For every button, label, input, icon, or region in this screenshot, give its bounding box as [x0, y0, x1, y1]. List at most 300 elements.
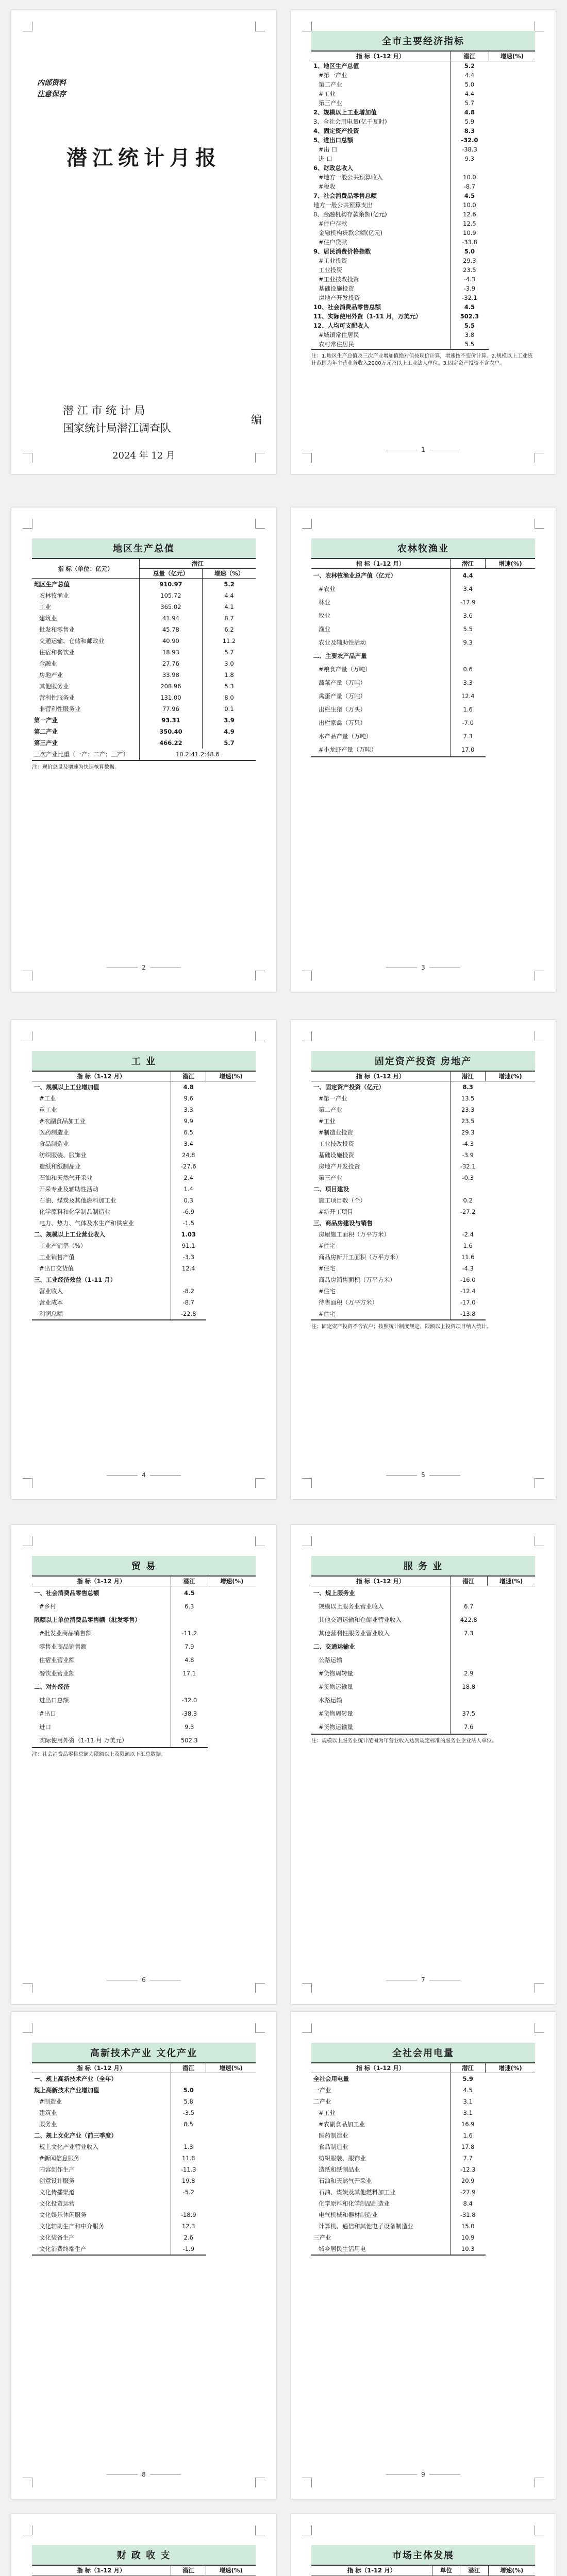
growth-cell: 0.3: [171, 1195, 206, 1206]
row-label: #住宅: [319, 1287, 336, 1295]
table-row: [32, 1626, 256, 1640]
table-row: [311, 80, 535, 89]
table-row: [311, 636, 535, 649]
row-label: 文化装备生产: [39, 2234, 75, 2241]
row-label: 造纸和纸制品业: [319, 2166, 360, 2173]
table-row: [32, 2073, 256, 2085]
table-row: [32, 1600, 256, 1613]
row-label: 一、社会消费品零售总额: [34, 1589, 99, 1597]
table-row: [311, 2107, 535, 2119]
row-label: 电气机械和器材制造业: [319, 2211, 378, 2218]
section-title: 地区生产总值: [32, 538, 256, 558]
growth-cell: 13.5: [450, 1093, 486, 1104]
amount-cell: 45.78: [139, 624, 202, 635]
page-number: [11, 1471, 276, 1479]
growth-cell: -3.9: [450, 284, 489, 293]
growth-cell: -8.2: [171, 1285, 206, 1297]
table-note: 注：社会消费品零售总额为限额以上及限额以下汇总数据。: [32, 1752, 166, 1757]
table-row: [311, 228, 535, 238]
table-row: [311, 743, 535, 757]
row-label: 基础设施投资: [319, 285, 354, 292]
table-row: [32, 737, 256, 749]
table-row: [32, 2198, 256, 2209]
row-label: 禽蛋产量（万吨）: [319, 692, 366, 700]
amount-cell: 910.97: [139, 579, 202, 590]
growth-cell: 8.0: [203, 692, 256, 703]
row-label: 一、规上高新技术产业（全年）: [34, 2075, 117, 2082]
growth-cell: [450, 1693, 487, 1707]
table-row: [311, 1693, 535, 1707]
row-label: 出栏生猪（万头）: [319, 706, 366, 713]
row-label: 二产业: [313, 2098, 331, 2105]
growth-cell: 3.4: [171, 1138, 206, 1149]
cover-page: [11, 10, 276, 474]
row-label: 一、规模以上工业增加值: [34, 1083, 99, 1091]
row-label: 三、商品房建设与销售: [313, 1219, 373, 1227]
section-title: 高新技术产业 文化产业: [32, 2043, 256, 2062]
data-table: [311, 50, 535, 350]
table-row: [32, 1229, 256, 1240]
growth-cell: 4.8: [450, 108, 489, 117]
growth-cell: 12.6: [450, 210, 489, 219]
column-header: 指 标（1-12 月）: [311, 51, 450, 61]
page-agriculture: [291, 507, 556, 992]
growth-cell: 502.3: [171, 1734, 208, 1748]
growth-cell: 20.9: [450, 2175, 486, 2187]
table-row: [32, 2243, 256, 2255]
table-row: [32, 2141, 256, 2153]
amount-cell: 40.90: [139, 635, 202, 647]
growth-cell: 5.7: [203, 737, 256, 749]
table-row: [311, 1720, 535, 1734]
growth-cell: -32.1: [450, 1161, 486, 1172]
row-label: 牧业: [319, 612, 330, 619]
growth-cell: 10.9: [450, 2232, 486, 2243]
growth-cell: 3.8: [450, 330, 489, 340]
table-row: [32, 1680, 256, 1693]
row-label: 服务业: [39, 2121, 57, 2128]
amount-cell: 350.40: [139, 726, 202, 737]
growth-cell: 5.2: [450, 61, 489, 71]
row-label: 石油和天然气开采业: [39, 1174, 93, 1181]
row-label: #工业投资: [319, 257, 347, 264]
table-row: [32, 2119, 256, 2130]
table-row: [32, 2153, 256, 2164]
row-label: 规上文化产业营业收入: [39, 2143, 98, 2150]
table-row: [311, 108, 535, 117]
row-label: 其他营利性服务业营业收入: [319, 1630, 390, 1637]
row-label: #货物运输量: [319, 1683, 354, 1690]
row-label: 二、项目建设: [313, 1185, 349, 1193]
growth-cell: 23.3: [450, 1104, 486, 1115]
growth-cell: 5.2: [203, 579, 256, 590]
growth-cell: 4.4: [203, 590, 256, 601]
row-label: 化学原料和化学制品制造业: [319, 2200, 390, 2207]
table-row: [32, 2130, 256, 2141]
growth-cell: 17.8: [450, 2141, 486, 2153]
header-row: [32, 1071, 256, 1081]
growth-cell: 8.7: [203, 613, 256, 624]
header-row: [311, 1071, 535, 1081]
table-row: [32, 692, 256, 703]
table-note: 注：固定资产投资不含农户；按照统计制度规定，限额以上投资项目纳入统计。: [311, 1324, 492, 1330]
growth-cell: -2.4: [450, 1229, 486, 1240]
cover-organization: 潜 江 市 统 计 局 国家统计局潜江调查队 编: [63, 404, 262, 434]
table-row: [311, 1081, 535, 1093]
row-label: #制造业: [39, 2098, 62, 2105]
row-label: 文化投资运营: [39, 2200, 75, 2207]
growth-cell: 4.4: [450, 89, 489, 98]
table-row: [32, 1274, 256, 1285]
growth-cell: -33.8: [450, 238, 489, 247]
table-row: [311, 1613, 535, 1626]
column-header: 增速(%): [486, 558, 535, 569]
column-header: 增速(%): [206, 2063, 256, 2073]
table-row: [311, 2119, 535, 2130]
table-row: [311, 1707, 535, 1720]
table-row: [311, 2187, 535, 2198]
growth-cell: 12.4: [450, 689, 486, 703]
growth-cell: 4.9: [203, 726, 256, 737]
growth-cell: -3.3: [171, 1251, 206, 1263]
table-row: [311, 622, 535, 636]
growth-cell: 4.5: [450, 302, 489, 312]
growth-cell: 10.0: [450, 200, 489, 210]
table-row: [32, 1149, 256, 1161]
row-label: 内容创作生产: [39, 2166, 75, 2173]
table-row: [311, 1586, 535, 1600]
table-row: [311, 117, 535, 126]
row-label: 文化娱乐休闲服务: [39, 2211, 87, 2218]
row-label: 三、工业经济效益（1-11 月）: [34, 1276, 116, 1283]
table-row: [311, 330, 535, 340]
growth-cell: [450, 1586, 487, 1600]
growth-cell: 2.6: [171, 2232, 206, 2243]
table-row: [311, 265, 535, 275]
row-label: 文化消费终端生产: [32, 2243, 171, 2255]
page-hitech: [11, 2012, 276, 2499]
table-row: [32, 1653, 256, 1667]
growth-cell: -7.0: [450, 716, 486, 730]
row-label: #住户存款: [319, 220, 347, 227]
growth-cell: 12.4: [171, 1263, 206, 1274]
table-row: [311, 1195, 535, 1206]
growth-cell: -1.5: [171, 1217, 206, 1229]
row-label: #地方一般公共预算收入: [319, 174, 383, 181]
row-label: 施工项目数（个）: [319, 1197, 366, 1204]
growth-cell: 6.5: [171, 1127, 206, 1138]
row-label: 二、交通运输业: [313, 1643, 355, 1650]
table-row: [311, 98, 535, 108]
row-label: 二、规模以上工业营业收入: [34, 1231, 105, 1238]
row-label: 规模以上服务业营业收入: [319, 1603, 384, 1610]
growth-cell: 7.3: [450, 1626, 487, 1640]
row-label: 其他服务业: [39, 683, 69, 690]
row-label: 医药制造业: [39, 1129, 69, 1136]
growth-cell: 3.9: [203, 715, 256, 726]
growth-cell: 0.6: [450, 663, 486, 676]
growth-cell: 8.3: [450, 126, 489, 135]
growth-cell: 5.3: [203, 681, 256, 692]
row-label: 工业产销率（%）: [39, 1242, 87, 1249]
row-label: 第二产业: [34, 728, 58, 735]
growth-cell: 4.5: [171, 1586, 208, 1600]
row-label: 石油、煤炭及其他燃料加工业: [319, 2189, 396, 2196]
growth-cell: 0.2: [450, 1195, 486, 1206]
row-label: 工业投资: [319, 266, 342, 274]
row-label: 利润总额: [32, 1308, 171, 1320]
growth-cell: 5.9: [450, 2073, 486, 2085]
column-header: 潜江: [450, 558, 486, 569]
growth-cell: 4.8: [171, 1081, 206, 1093]
row-label: 第三产业: [34, 739, 58, 747]
growth-cell: 9.9: [171, 1115, 206, 1127]
column-header: 增速(%): [486, 1071, 535, 1081]
amount-cell: 41.94: [139, 613, 202, 624]
data-table: [311, 2565, 535, 2576]
growth-cell: 1.8: [203, 669, 256, 681]
column-header: 增速(%): [486, 2063, 535, 2073]
row-label: 水产品产量（万吨）: [319, 733, 372, 740]
table-row: [32, 1138, 256, 1149]
growth-cell: -32.0: [450, 135, 489, 145]
growth-cell: 3.1: [450, 2096, 486, 2107]
column-header: 增速(%): [488, 2565, 535, 2575]
growth-cell: [171, 1680, 208, 1693]
growth-cell: 18.8: [450, 1680, 487, 1693]
growth-cell: [171, 1613, 208, 1626]
data-table: [311, 2062, 535, 2256]
row-label: 城乡居民生活用电: [311, 2243, 450, 2255]
row-label: 文化辅助生产和中介服务: [39, 2223, 105, 2230]
growth-cell: [171, 2198, 206, 2209]
row-label: #货物周转量: [319, 1670, 354, 1677]
section-title: 固定资产投资 房地产: [311, 1051, 535, 1071]
row-label: 农业及辅助性活动: [319, 639, 366, 646]
growth-cell: 4.4: [450, 569, 486, 583]
growth-cell: 5.7: [203, 647, 256, 658]
growth-cell: 11.8: [171, 2153, 206, 2164]
row-label: #乡村: [39, 1603, 56, 1610]
growth-cell: 16.9: [450, 2119, 486, 2130]
row-label: 商品房新开工面积（万平方米）: [319, 1253, 402, 1261]
row-label: 非营利性服务业: [39, 705, 81, 713]
growth-cell: 12.3: [171, 2221, 206, 2232]
table-row: [311, 2084, 535, 2096]
table-row: [311, 1217, 535, 1229]
table-row: [311, 689, 535, 703]
table-row: [32, 2232, 256, 2243]
page-investment: [291, 1020, 556, 1499]
amount-cell: 208.96: [139, 681, 202, 692]
row-label: 农林牧渔业: [39, 592, 69, 599]
row-label: 重工业: [39, 1106, 57, 1113]
data-table: [32, 1575, 256, 1748]
growth-cell: 6.2: [203, 624, 256, 635]
growth-cell: 10.9: [450, 228, 489, 238]
page-number: [291, 964, 556, 971]
table-row: [32, 715, 256, 726]
amount-cell: 33.98: [139, 669, 202, 681]
growth-cell: 6.3: [171, 1600, 208, 1613]
growth-cell: -38.3: [450, 145, 489, 154]
column-header: 潜江: [450, 1576, 487, 1586]
table-row: [32, 703, 256, 715]
growth-cell: [171, 2130, 206, 2141]
section-title: 市场主体发展: [311, 2545, 535, 2565]
row-label: 一产业: [313, 2087, 331, 2094]
table-note: 注：1.地区生产总值及三次产业增加值绝对值按现价计算，增速按不变价计算。2.规模以上工业统计范围为年主营业务收入2000万元及以上工业法人单位。3.固定资产投资不含农户。: [311, 353, 533, 366]
amount-cell: 466.22: [139, 737, 202, 749]
row-label: #工业: [39, 1095, 56, 1102]
row-label: 农村常住居民: [311, 340, 450, 349]
row-label: 基础设施投资: [319, 1151, 354, 1159]
section: [311, 1051, 535, 1331]
row-label: 住宿业营业额: [39, 1656, 75, 1664]
column-header: 指 标（1-12 月）: [311, 2565, 432, 2575]
table-row: [311, 716, 535, 730]
row-label: 二、主要农产品产量: [313, 652, 367, 659]
section-title: 农林牧渔业: [311, 538, 535, 558]
page-number-text: 6: [142, 1976, 146, 1984]
table-row: [311, 1653, 535, 1667]
growth-cell: -1.9: [171, 2243, 206, 2255]
row-label: #出口: [39, 1710, 56, 1717]
growth-cell: 19.8: [171, 2175, 206, 2187]
row-label: #工业: [319, 1117, 336, 1125]
growth-cell: 5.9: [450, 117, 489, 126]
growth-cell: -3.5: [171, 2107, 206, 2119]
column-header: 增速（%）: [203, 569, 256, 579]
table-row: [32, 2175, 256, 2187]
growth-cell: -18.9: [171, 2209, 206, 2221]
page-number-text: 7: [421, 1976, 425, 1984]
table-row: [311, 596, 535, 609]
section-title: 全社会用电量: [311, 2043, 535, 2062]
data-table: [32, 2565, 256, 2576]
table-row: [311, 2164, 535, 2175]
row-label: 其他交通运输和仓储业营业收入: [319, 1616, 402, 1623]
growth-cell: -32.0: [171, 1693, 208, 1707]
growth-cell: -22.8: [171, 1308, 206, 1320]
row-label: 6、财政总收入: [313, 164, 354, 172]
table-row: [311, 1093, 535, 1104]
table-row: [311, 145, 535, 154]
growth-cell: -27.9: [450, 2187, 486, 2198]
table-row: [311, 569, 535, 583]
table-row: [32, 1093, 256, 1104]
data-table: [32, 2062, 256, 2256]
table-row: [32, 1720, 256, 1734]
row-label: #税收: [319, 183, 336, 190]
row-label: 9、居民消费价格指数: [313, 248, 371, 255]
table-row: [32, 1081, 256, 1093]
page-power: [291, 2012, 556, 2499]
table-row: [32, 1285, 256, 1297]
growth-cell: 10.3: [450, 2243, 486, 2255]
column-header: 指 标（1-12 月）: [311, 2063, 450, 2073]
row-label: #工业: [319, 2109, 336, 2116]
table-row: [32, 1251, 256, 1263]
table-row: [311, 1640, 535, 1653]
column-header: 增速(%): [208, 1576, 256, 1586]
growth-cell: [450, 649, 486, 663]
table-row: [32, 2107, 256, 2119]
row-label: #小龙虾产量（万吨）: [311, 743, 450, 757]
table-row: [311, 1667, 535, 1680]
growth-cell: 422.8: [450, 1613, 487, 1626]
row-label: 水路运输: [319, 1697, 342, 1704]
growth-cell: 5.5: [450, 340, 489, 349]
row-label: 出栏家禽（万只）: [319, 719, 366, 726]
table-row: [32, 1217, 256, 1229]
table-row: [32, 2084, 256, 2096]
row-label: 创意设计服务: [39, 2177, 75, 2184]
amount-cell: 93.31: [139, 715, 202, 726]
header-row: [32, 1576, 256, 1586]
growth-cell: 7.3: [450, 730, 486, 743]
row-label: #货物运输量: [311, 1720, 450, 1734]
growth-cell: 8.3: [450, 1081, 486, 1093]
row-label: 工业技改投资: [319, 1140, 354, 1147]
growth-cell: 23.5: [450, 1115, 486, 1127]
amount-cell: 365.02: [139, 601, 202, 613]
growth-cell: 1.6: [450, 2130, 486, 2141]
row-label: 金融业: [39, 660, 57, 667]
row-label: 1、地区生产总值: [313, 62, 359, 70]
row-label: 食品制造业: [319, 2143, 348, 2150]
section: [311, 31, 535, 367]
section-title: 全市主要经济指标: [311, 31, 535, 50]
table-row: [311, 182, 535, 191]
table-row: [32, 1734, 256, 1748]
table-row: [32, 1308, 256, 1320]
page-number-text: 8: [142, 2471, 146, 2478]
growth-cell: 9.3: [450, 636, 486, 649]
column-header: 潜江: [450, 1071, 486, 1081]
growth-cell: 1.6: [450, 703, 486, 716]
row-label: 房屋施工面积（万平方米）: [319, 1231, 390, 1238]
row-label: #新闻信息服务: [39, 2155, 80, 2162]
growth-cell: 11.2: [203, 635, 256, 647]
row-label: 纺织服装、服饰业: [39, 1151, 87, 1159]
table-row: [32, 647, 256, 658]
column-header: 总量（亿元）: [139, 569, 202, 579]
header-row: [311, 558, 535, 569]
growth-cell: -17.0: [450, 1297, 486, 1308]
growth-cell: 29.3: [450, 256, 489, 265]
column-header: 增速(%): [487, 1576, 535, 1586]
row-label: 石油、煤炭及其他燃料加工业: [39, 1197, 116, 1204]
row-label: 纺织服装、服饰业: [319, 2155, 366, 2162]
page-number: [11, 964, 276, 971]
page-industry: [11, 1020, 276, 1499]
row-label: 5、进出口总额: [313, 137, 354, 144]
row-label: 实际使用外资（1-11 月 万美元）: [32, 1734, 171, 1748]
row-label: 公路运输: [319, 1656, 342, 1664]
table-row: [32, 1104, 256, 1115]
row-label: 建筑业: [39, 615, 57, 622]
page-number-text: 1: [421, 446, 425, 453]
table-row: [311, 191, 535, 200]
row-label: 二、规上文化产业（前三季度）: [34, 2132, 117, 2139]
column-header: 潜江: [171, 1576, 208, 1586]
data-table: [32, 1071, 256, 1320]
row-label: 文化传播渠道: [39, 2189, 75, 2196]
growth-cell: 17.1: [171, 1667, 208, 1680]
table-row: [311, 2221, 535, 2232]
table-note: 注：规模以上服务业统计范围为年营业收入达到规定标准的服务业企业法人单位。: [311, 1738, 497, 1744]
